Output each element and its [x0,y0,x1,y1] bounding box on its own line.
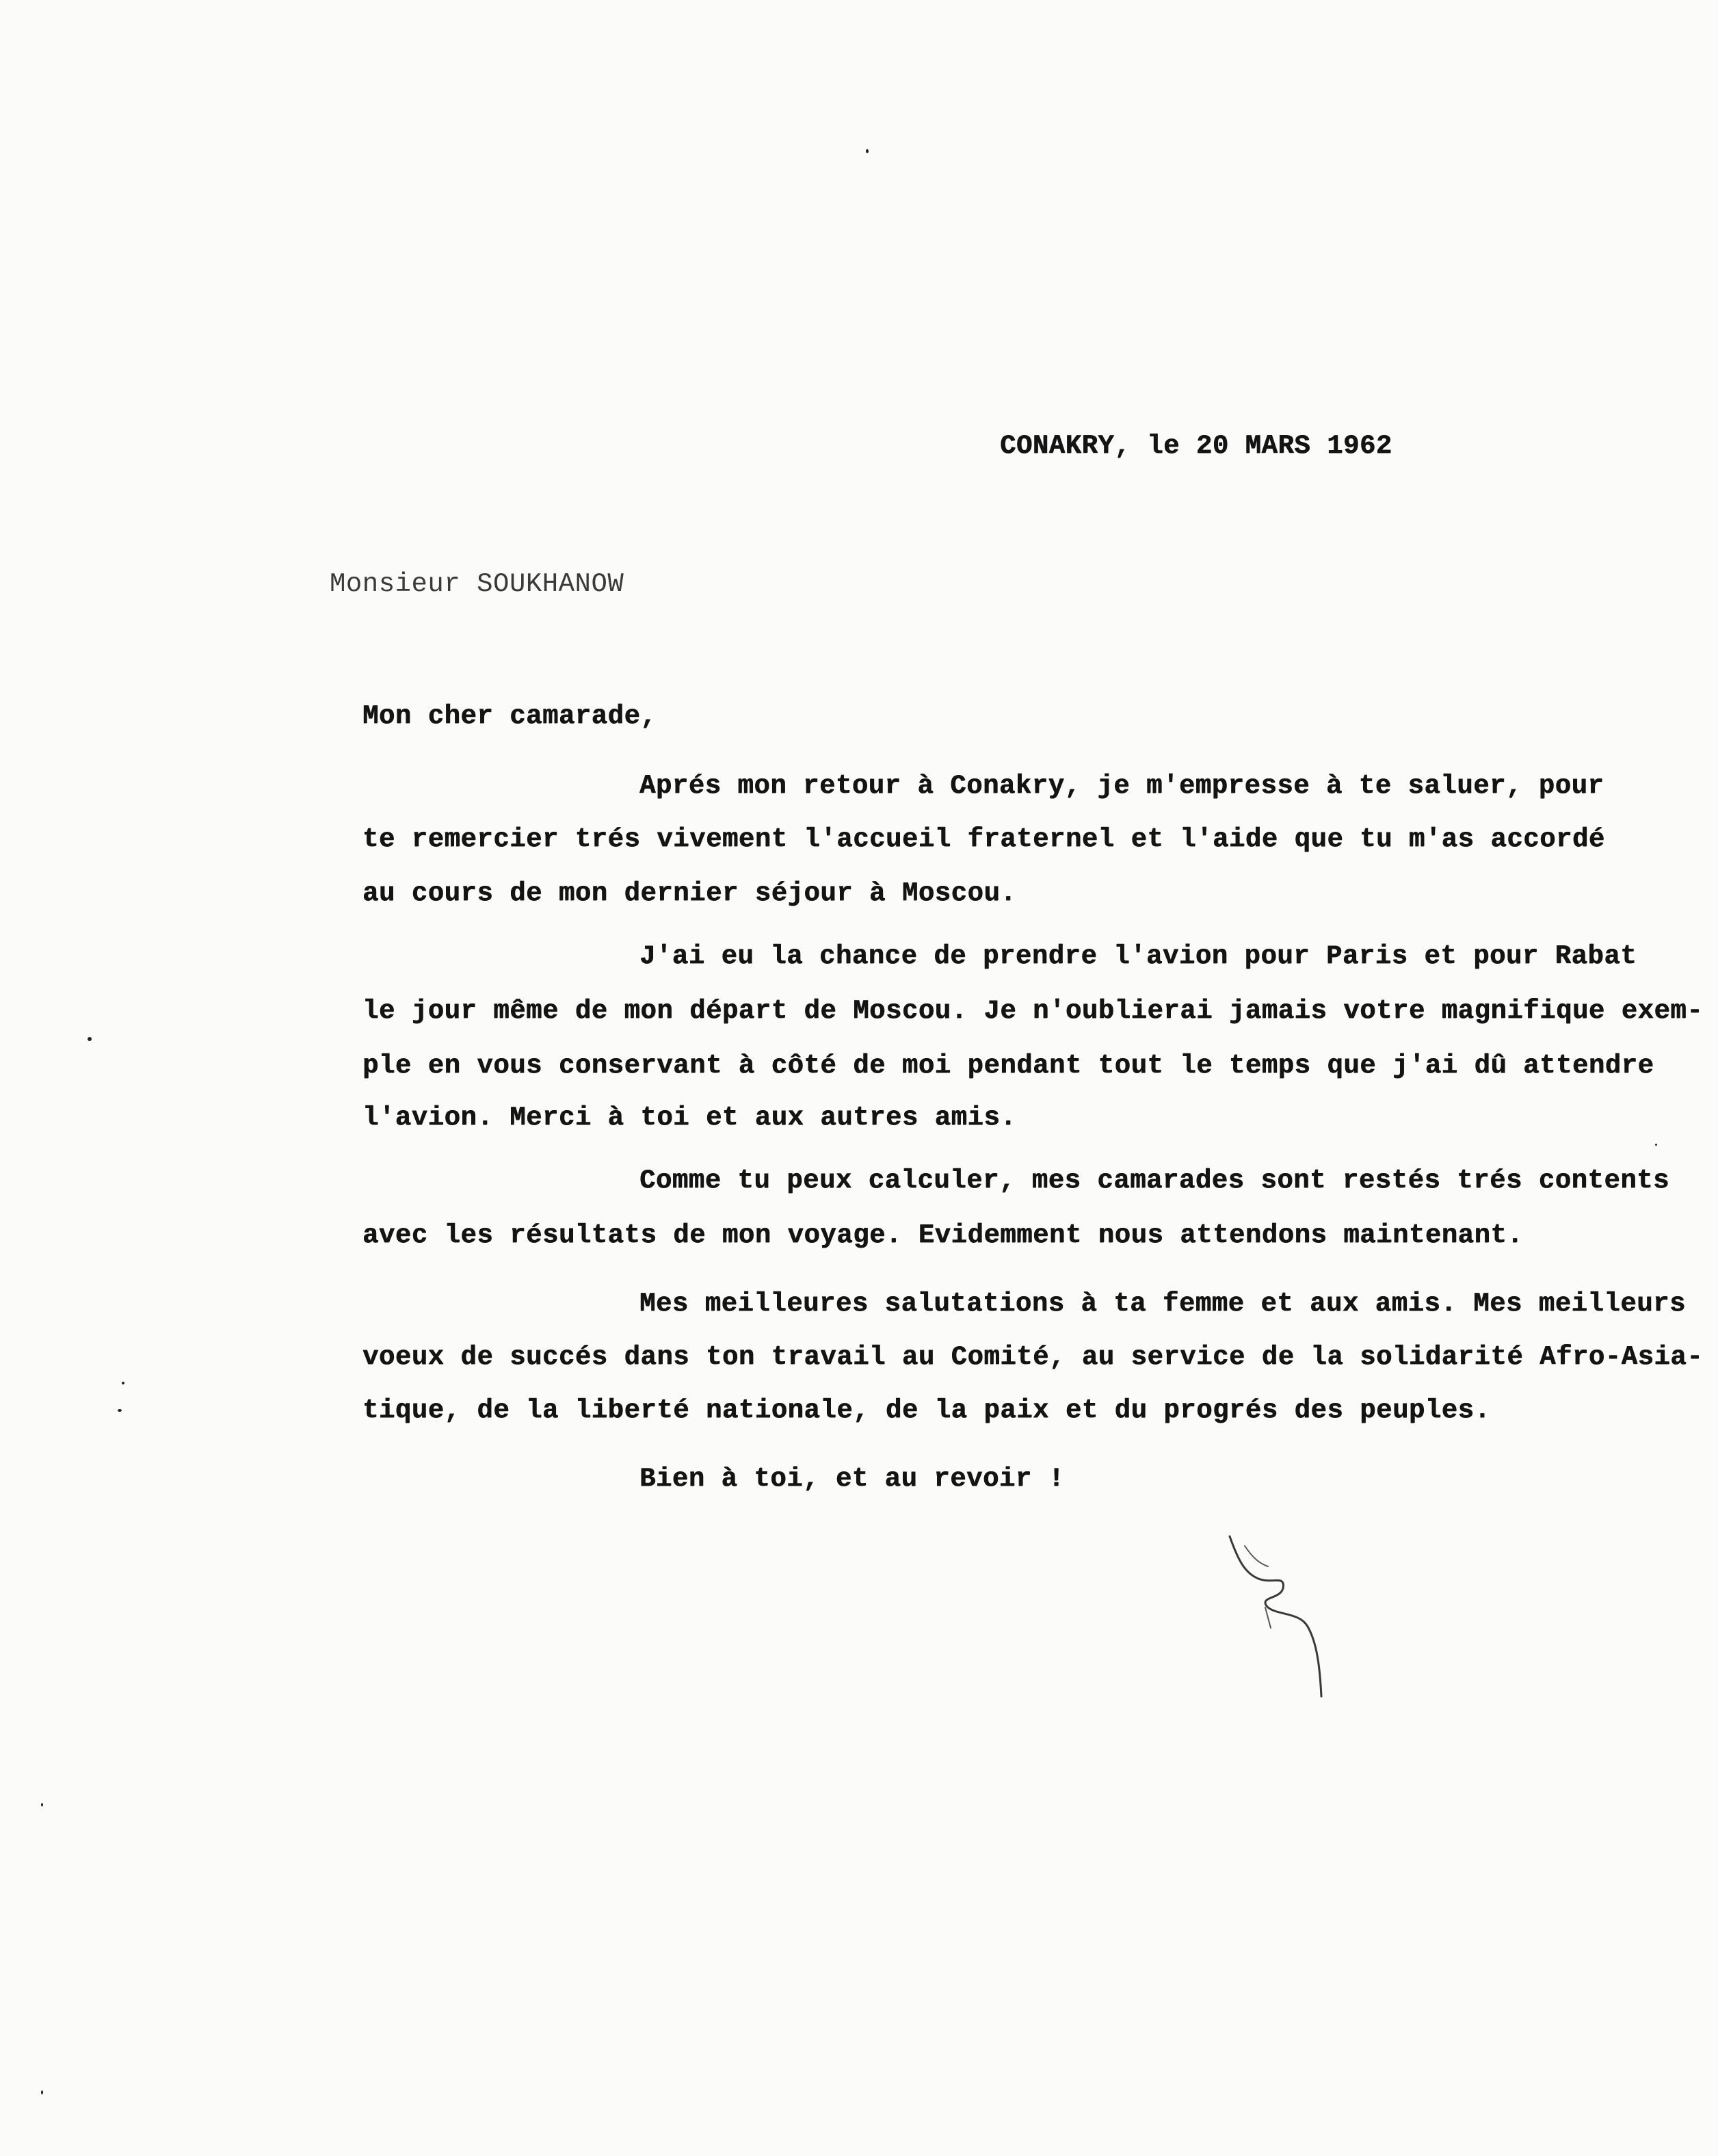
body-line-3: au cours de mon dernier séjour à Moscou. [362,878,1017,908]
salutation: Mon cher camarade, [362,701,657,731]
scan-speck [41,1803,43,1806]
date-line: CONAKRY, le 20 MARS 1962 [1000,431,1392,461]
body-line-11: voeux de succés dans ton travail au Comité, au service de la solidarité Afro-Asia- [362,1342,1704,1372]
closing-line: Bien à toi, et au revoir ! [639,1464,1065,1494]
body-line-8: Comme tu peux calculer, mes camarades sont restés trés contents [639,1166,1669,1196]
scan-speck [1655,1144,1657,1146]
body-line-1: Aprés mon retour à Conakry, je m'empresse à te saluer, pour [639,771,1604,801]
body-line-6: ple en vous conservant à côté de moi pendant tout le temps que j'ai dû attendre [362,1051,1654,1081]
body-line-2: te remercier trés vivement l'accueil fraternel et l'aide que tu m'as accordé [362,824,1605,854]
scan-speck [866,149,869,153]
body-line-5: le jour même de mon départ de Moscou. Je n'oublierai jamais votre magnifique exem- [362,996,1704,1026]
body-line-4: J'ai eu la chance de prendre l'avion pour Paris et pour Rabat [639,941,1637,971]
body-line-10: Mes meilleures salutations à ta femme et aux amis. Mes meilleurs [639,1289,1686,1319]
signature-mark [1217,1525,1334,1703]
body-line-12: tique, de la liberté nationale, de la paix et du progrés des peuples. [362,1395,1491,1425]
scan-speck [88,1037,92,1041]
addressee: Monsieur SOUKHANOW [330,569,624,599]
body-line-7: l'avion. Merci à toi et aux autres amis. [362,1103,1017,1133]
scan-speck [122,1382,124,1384]
scan-speck [41,2090,43,2094]
body-line-9: avec les résultats de mon voyage. Evidemment nous attendons maintenant. [362,1220,1524,1250]
scan-speck [118,1409,122,1412]
